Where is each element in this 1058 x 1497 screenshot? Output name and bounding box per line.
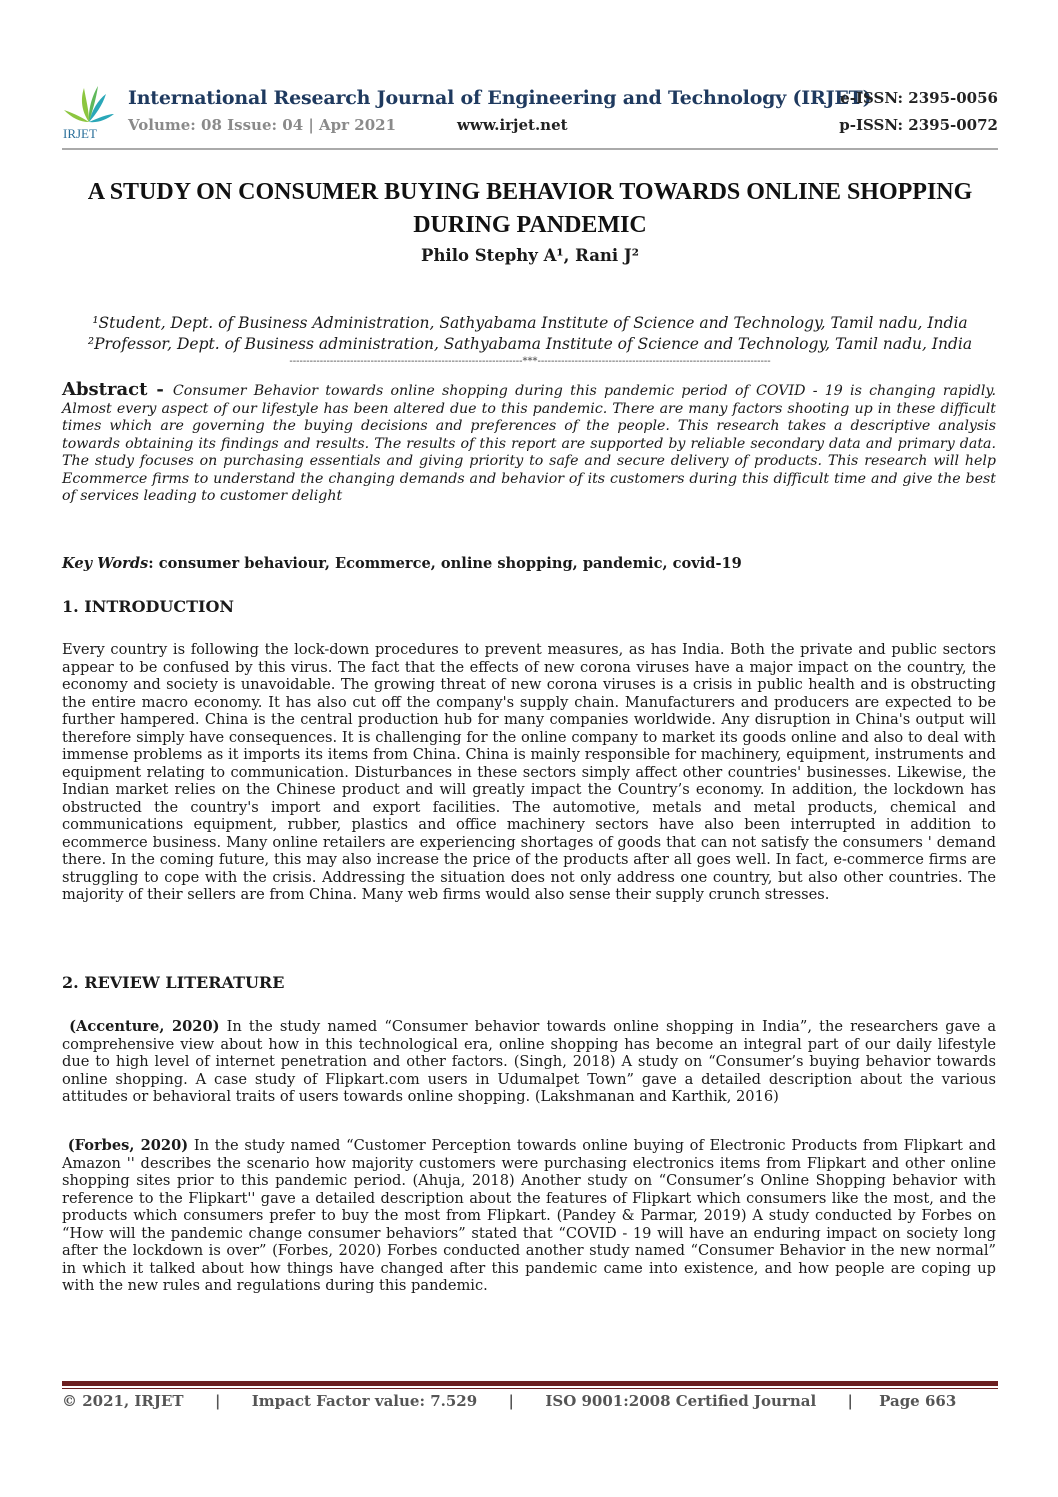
affiliations <box>62 313 998 355</box>
footer-iso: ISO 9001:2008 Certified Journal <box>545 1392 817 1410</box>
abstract-label: Abstract - <box>62 379 173 400</box>
p-issn: p-ISSN: 2395-0072 <box>839 116 998 134</box>
footer-divider-glyph: | <box>847 1392 853 1410</box>
journal-title: International Research Journal of Engineering and Technology (IRJET) <box>128 87 872 109</box>
review-paragraph-2 <box>62 1137 996 1295</box>
paragraph-text: In the study named “Customer Perception towards online buying of Electronic Products from Flipkart and Amazon '' describes the scenario how majority customers were purchasing electronics items from Flipkart and other online shopping sites prior to this pandemic period. (Ahuja, 2018) Another study on “Consumer’s Online Shopping behavior with reference to the Flipkart'' gave a detailed description about the features of Flipkart which consumers like the most, and the products which consumers prefer to buy the most from Flipkart. (Pandey & Parmar, 2019) A study conducted by Forbes on “How will the pandemic change consumer behaviors” stated that “COVID - 19 will have an enduring impact on society long after the lockdown is over” (Forbes, 2020) Forbes conducted another study named “Consumer Behavior in the new normal” in which it talked about how things have changed after this pandemic came into existence, and how people are coping up with the new rules and regulations during this pandemic. <box>62 1137 997 1294</box>
separator-line: ---------------------------------------------------------------------***--------------------------------------------------------------------- <box>289 356 771 367</box>
keywords-text: : consumer behaviour, Ecommerce, online shopping, pandemic, covid-19 <box>148 555 742 572</box>
volume-issue: Volume: 08 Issue: 04 | Apr 2021 <box>128 116 397 134</box>
keywords <box>62 555 996 573</box>
header-divider <box>62 148 998 150</box>
keywords-label: Key Words <box>62 555 149 572</box>
abstract <box>62 381 996 506</box>
footer-copyright: © 2021, IRJET <box>62 1392 184 1410</box>
journal-website-link[interactable]: www.irjet.net <box>457 116 568 134</box>
footer-divider <box>62 1381 998 1386</box>
authors: Philo Stephy A¹, Rani J² <box>421 246 639 265</box>
page-footer <box>62 1392 956 1410</box>
citation-lead: (Forbes, 2020) <box>67 1137 189 1154</box>
paragraph-text: In the study named “Consumer behavior towards online shopping in India”, the researchers gave a comprehensive view about how in this technological era, online shopping has become an integral part of our daily lifestyle due to high level of internet penetration and other factors. (Singh, 2018) A study on “Consumer’s buying behavior towards online shopping. A case study of Flipkart.com users in Udumalpet Town” gave a detailed description about the various attitudes or behavioral traits of users towards online shopping. (Lakshmanan and Karthik, 2016) <box>62 1018 997 1105</box>
affiliation-2: ²Professor, Dept. of Business administration, Sathyabama Institute of Science and Technology, Tamil nadu, India <box>87 335 973 353</box>
abstract-text: Consumer Behavior towards online shopping during this pandemic period of COVID - 19 is changing rapidly. Almost every aspect of our lifestyle has been altered due to this pandemic. There are many factors shooting up in these difficult times which are governing the buying decisions and preferences of the people. This research takes a descriptive analysis towards obtaining its findings and results. The results of this report are supported by reliable secondary data and primary data. The study focuses on purchasing essentials and giving priority to safe and secure delivery of products. This research will help Ecommerce firms to understand the changing demands and behavior of its customers during this difficult time and give the best of services leading to customer delight <box>62 383 996 504</box>
review-paragraph-1 <box>62 1018 996 1106</box>
section-heading-introduction: 1. INTRODUCTION <box>62 597 235 616</box>
footer-impact-factor: Impact Factor value: 7.529 <box>251 1392 478 1410</box>
footer-divider-thin <box>62 1388 998 1389</box>
footer-divider-glyph: | <box>508 1392 514 1410</box>
citation-lead: (Accenture, 2020) <box>69 1018 220 1035</box>
affiliation-1: ¹Student, Dept. of Business Administration, Sathyabama Institute of Science and Technology, Tamil nadu, India <box>92 314 968 332</box>
svg-text:IRJET: IRJET <box>63 126 97 140</box>
section-heading-review-literature: 2. REVIEW LITERATURE <box>62 973 285 992</box>
page-number: Page 663 <box>879 1392 957 1410</box>
footer-divider-glyph: | <box>214 1392 221 1410</box>
journal-header <box>62 82 998 144</box>
paper-title: A STUDY ON CONSUMER BUYING BEHAVIOR TOWARDS ONLINE SHOPPING DURING PANDEMIC <box>87 179 973 238</box>
introduction-paragraph: Every country is following the lock-down procedures to prevent measures, as has India. Both the private and public sectors appear to be confused by this virus. The fact that the effects of new corona viruses have a major impact on the country, the economy and society is unavoidable. The growing threat of new corona viruses is a crisis in public health and is obstructing the entire macro economy. It has also cut off the company's supply chain. Manufacturers and producers are expected to be further hampered. China is the central production hub for many companies worldwide. Any disruption in China's output will therefore simply have consequences. It is challenging for the online company to market its goods online and also to deal with immense problems as it imports its items from China. China is mainly responsible for machinery, equipment, instruments and equipment relating to communication. Disturbances in these sectors simply affect other countries' businesses. Likewise, the Indian market relies on the Chinese product and will greatly impact the Country’s economy. In addition, the lockdown has obstructed the country's import and export facilities. The automotive, metals and metal products, chemical and communications equipment, rubber, plastics and office machinery sectors have also been interrupted in addition to ecommerce business. Many online retailers are experiencing shortages of goods that can not satisfy the consumers ' demand there. In the coming future, this may also increase the price of the products after all goes well. In fact, e-commerce firms are struggling to cope with the crisis. Addressing the situation does not only address one country, but also other countries. The majority of their sellers are from China. Many web firms would also sense their supply crunch stresses. <box>62 641 996 903</box>
e-issn: e-ISSN: 2395-0056 <box>840 89 998 107</box>
irjet-logo-icon <box>62 82 116 140</box>
